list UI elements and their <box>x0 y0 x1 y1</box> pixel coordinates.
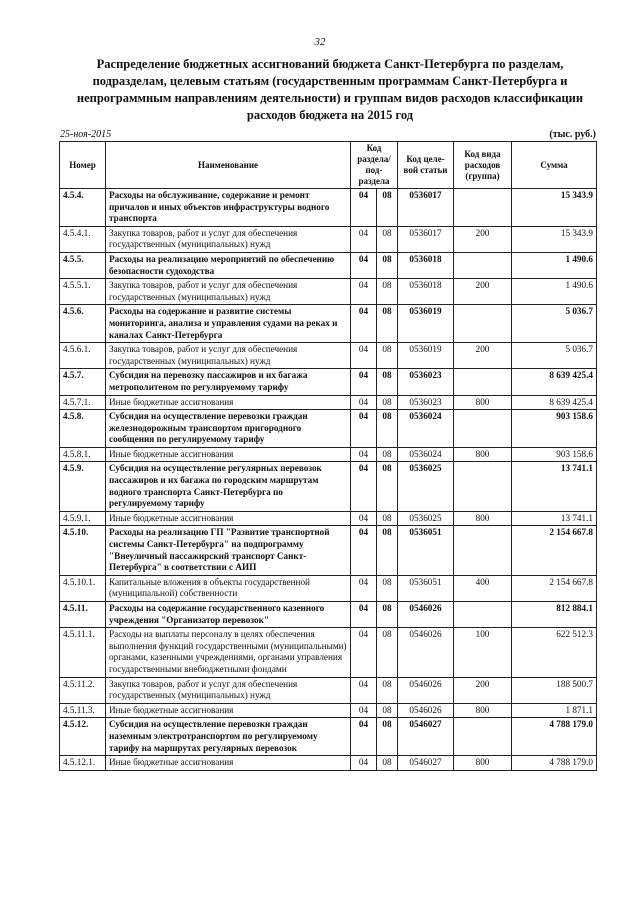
row-kind-code <box>454 369 512 395</box>
row-number: 4.5.4.1. <box>60 226 106 252</box>
row-name: Иные бюджетные ассигнования <box>106 447 351 462</box>
row-number: 4.5.6. <box>60 305 106 343</box>
row-number: 4.5.6.1. <box>60 343 106 369</box>
row-section-code: 04 <box>351 252 377 278</box>
row-section-code: 04 <box>351 343 377 369</box>
table-row <box>60 447 597 462</box>
row-subsection-code: 08 <box>377 703 398 718</box>
row-subsection-code: 08 <box>377 369 398 395</box>
row-name: Расходы на содержание и развитие системы мониторинга, анализа и управления судами на реках и каналах Санкт-Петербурга <box>106 305 351 343</box>
page-number: 32 <box>314 36 326 48</box>
row-article-code: 0546027 <box>398 756 454 771</box>
row-name: Субсидия на осуществление перевозки граждан железнодорожным транспортом пригородного сообщения по регулируемому тарифу <box>106 410 351 448</box>
row-number: 4.5.11.2. <box>60 677 106 703</box>
row-section-code: 04 <box>351 677 377 703</box>
row-number: 4.5.7. <box>60 369 106 395</box>
row-subsection-code: 08 <box>377 526 398 575</box>
row-number: 4.5.4. <box>60 189 106 227</box>
row-kind-code: 200 <box>454 343 512 369</box>
row-number: 4.5.11. <box>60 602 106 628</box>
row-subsection-code: 08 <box>377 677 398 703</box>
row-kind-code: 200 <box>454 279 512 305</box>
table-row <box>60 226 597 252</box>
table-row <box>60 410 597 448</box>
row-section-code: 04 <box>351 305 377 343</box>
row-name: Субсидия на осуществление регулярных перевозок пассажиров и их багажа по городским маршрутам водного транспорта Санкт-Петербурга по регулируемому тарифу <box>106 462 351 511</box>
col-section-header: Код раздела/ под- раздела <box>351 142 398 189</box>
table-row <box>60 526 597 575</box>
table-row <box>60 575 597 601</box>
col-kind-header: Код вида расходов (группа) <box>454 142 512 189</box>
row-sum: 4 788 179.0 <box>512 756 597 771</box>
row-name: Иные бюджетные ассигнования <box>106 395 351 410</box>
row-section-code: 04 <box>351 602 377 628</box>
table-body <box>60 189 597 771</box>
row-subsection-code: 08 <box>377 628 398 677</box>
col-name-header: Наименование <box>106 142 351 189</box>
row-name: Закупка товаров, работ и услуг для обеспечения государственных (муниципальных) нужд <box>106 226 351 252</box>
row-sum: 4 788 179.0 <box>512 718 597 756</box>
row-sum: 15 343.9 <box>512 189 597 227</box>
row-kind-code <box>454 602 512 628</box>
row-section-code: 04 <box>351 410 377 448</box>
row-kind-code <box>454 189 512 227</box>
row-sum: 8 639 425.4 <box>512 395 597 410</box>
row-sum: 2 154 667.8 <box>512 526 597 575</box>
row-article-code: 0536023 <box>398 369 454 395</box>
row-name: Иные бюджетные ассигнования <box>106 756 351 771</box>
col-number-header: Номер <box>60 142 106 189</box>
row-name: Расходы на выплаты персоналу в целях обеспечения выполнения функций государственными (муниципальными) органами, казенными учреждениями, органами управления государственными внебюджетными фондами <box>106 628 351 677</box>
row-name: Иные бюджетные ассигнования <box>106 511 351 526</box>
row-name: Расходы на обслуживание, содержание и ремонт причалов и иных объектов инфраструктуры водного транспорта <box>106 189 351 227</box>
row-number: 4.5.10.1. <box>60 575 106 601</box>
row-article-code: 0536018 <box>398 279 454 305</box>
row-section-code: 04 <box>351 189 377 227</box>
row-section-code: 04 <box>351 511 377 526</box>
row-subsection-code: 08 <box>377 575 398 601</box>
row-name: Расходы на реализацию ГП "Развитие транспортной системы Санкт-Петербурга" на подпрограмму "Внеуличный пассажирский транспорт Санкт-Петербурга" в соответствии с АИП <box>106 526 351 575</box>
row-number: 4.5.8.1. <box>60 447 106 462</box>
table-row <box>60 343 597 369</box>
row-kind-code <box>454 462 512 511</box>
row-subsection-code: 08 <box>377 410 398 448</box>
row-sum: 903 158.6 <box>512 447 597 462</box>
row-kind-code: 800 <box>454 703 512 718</box>
row-name: Расходы на содержание государственного казенного учреждения "Организатор перевозок" <box>106 602 351 628</box>
table-row <box>60 252 597 278</box>
row-name: Закупка товаров, работ и услуг для обеспечения государственных (муниципальных) нужд <box>106 279 351 305</box>
row-sum: 15 343.9 <box>512 226 597 252</box>
row-section-code: 04 <box>351 628 377 677</box>
row-subsection-code: 08 <box>377 718 398 756</box>
row-number: 4.5.11.1. <box>60 628 106 677</box>
row-article-code: 0536051 <box>398 575 454 601</box>
table-header-row <box>60 142 597 189</box>
row-name: Закупка товаров, работ и услуг для обеспечения государственных (муниципальных) нужд <box>106 343 351 369</box>
table-row <box>60 628 597 677</box>
row-article-code: 0546027 <box>398 718 454 756</box>
document-title: Распределение бюджетных ассигнований бюджета Санкт-Петербурга по разделам, подразделам, целевым статьям (государственным программам Санкт-Петербурга и непрограммным направлениям деятельности) и группам видов расходов классификации расходов бюджета на 2015 год <box>76 57 584 122</box>
row-number: 4.5.12.1. <box>60 756 106 771</box>
row-section-code: 04 <box>351 756 377 771</box>
row-article-code: 0536017 <box>398 189 454 227</box>
row-name: Субсидия на перевозку пассажиров и их багажа метрополитеном по регулируемому тарифу <box>106 369 351 395</box>
table-row <box>60 305 597 343</box>
row-subsection-code: 08 <box>377 756 398 771</box>
row-name: Капитальные вложения в объекты государственной (муниципальной) собственности <box>106 575 351 601</box>
row-number: 4.5.12. <box>60 718 106 756</box>
row-sum: 1 871.1 <box>512 703 597 718</box>
units-label: (тыс. руб.) <box>549 129 596 140</box>
row-article-code: 0546026 <box>398 703 454 718</box>
row-sum: 5 036.7 <box>512 343 597 369</box>
row-article-code: 0536024 <box>398 410 454 448</box>
row-name: Закупка товаров, работ и услуг для обеспечения государственных (муниципальных) нужд <box>106 677 351 703</box>
row-article-code: 0536017 <box>398 226 454 252</box>
table-row <box>60 756 597 771</box>
row-section-code: 04 <box>351 279 377 305</box>
row-kind-code: 200 <box>454 226 512 252</box>
col-sum-header: Сумма <box>512 142 597 189</box>
row-article-code: 0536019 <box>398 305 454 343</box>
row-number: 4.5.9. <box>60 462 106 511</box>
row-subsection-code: 08 <box>377 511 398 526</box>
row-kind-code <box>454 305 512 343</box>
row-section-code: 04 <box>351 703 377 718</box>
row-article-code: 0546026 <box>398 677 454 703</box>
row-kind-code: 100 <box>454 628 512 677</box>
row-name: Расходы на реализацию мероприятий по обеспечению безопасности судоходства <box>106 252 351 278</box>
row-subsection-code: 08 <box>377 305 398 343</box>
row-sum: 188 500.7 <box>512 677 597 703</box>
row-kind-code <box>454 410 512 448</box>
row-subsection-code: 08 <box>377 226 398 252</box>
row-number: 4.5.5.1. <box>60 279 106 305</box>
row-sum: 8 639 425.4 <box>512 369 597 395</box>
row-name: Субсидия на осуществление перевозки граждан наземным электротранспортом по регулируемому тарифу на маршрутах регулярных перевозок <box>106 718 351 756</box>
table-row <box>60 511 597 526</box>
table-row <box>60 189 597 227</box>
row-article-code: 0546026 <box>398 602 454 628</box>
row-kind-code: 800 <box>454 511 512 526</box>
row-section-code: 04 <box>351 226 377 252</box>
table-row <box>60 677 597 703</box>
row-sum: 2 154 667.8 <box>512 575 597 601</box>
row-subsection-code: 08 <box>377 252 398 278</box>
row-kind-code: 800 <box>454 395 512 410</box>
row-kind-code <box>454 526 512 575</box>
table-row <box>60 602 597 628</box>
table-row <box>60 395 597 410</box>
row-article-code: 0536018 <box>398 252 454 278</box>
row-sum: 622 512.3 <box>512 628 597 677</box>
table-row <box>60 718 597 756</box>
row-kind-code: 400 <box>454 575 512 601</box>
row-sum: 5 036.7 <box>512 305 597 343</box>
table-row <box>60 462 597 511</box>
row-section-code: 04 <box>351 447 377 462</box>
row-subsection-code: 08 <box>377 343 398 369</box>
table-row <box>60 369 597 395</box>
row-article-code: 0536025 <box>398 511 454 526</box>
row-kind-code: 200 <box>454 677 512 703</box>
row-article-code: 0536025 <box>398 462 454 511</box>
row-sum: 13 741.1 <box>512 511 597 526</box>
row-article-code: 0536051 <box>398 526 454 575</box>
row-subsection-code: 08 <box>377 189 398 227</box>
row-number: 4.5.11.3. <box>60 703 106 718</box>
row-subsection-code: 08 <box>377 602 398 628</box>
table-row <box>60 703 597 718</box>
row-sum: 1 490.6 <box>512 279 597 305</box>
row-kind-code: 800 <box>454 756 512 771</box>
row-subsection-code: 08 <box>377 447 398 462</box>
row-section-code: 04 <box>351 575 377 601</box>
row-sum: 903 158.6 <box>512 410 597 448</box>
row-article-code: 0536024 <box>398 447 454 462</box>
row-number: 4.5.8. <box>60 410 106 448</box>
row-subsection-code: 08 <box>377 279 398 305</box>
row-number: 4.5.10. <box>60 526 106 575</box>
budget-table <box>59 141 597 771</box>
row-kind-code <box>454 252 512 278</box>
row-sum: 13 741.1 <box>512 462 597 511</box>
table-row <box>60 279 597 305</box>
row-subsection-code: 08 <box>377 395 398 410</box>
row-section-code: 04 <box>351 369 377 395</box>
document-date: 25-ноя-2015 <box>60 129 112 140</box>
col-article-header: Код целе- вой статьи <box>398 142 454 189</box>
row-section-code: 04 <box>351 718 377 756</box>
row-sum: 1 490.6 <box>512 252 597 278</box>
row-kind-code <box>454 718 512 756</box>
row-number: 4.5.9.1. <box>60 511 106 526</box>
row-article-code: 0536019 <box>398 343 454 369</box>
row-section-code: 04 <box>351 462 377 511</box>
row-section-code: 04 <box>351 395 377 410</box>
row-section-code: 04 <box>351 526 377 575</box>
row-article-code: 0546026 <box>398 628 454 677</box>
row-name: Иные бюджетные ассигнования <box>106 703 351 718</box>
row-article-code: 0536023 <box>398 395 454 410</box>
row-kind-code: 800 <box>454 447 512 462</box>
row-number: 4.5.5. <box>60 252 106 278</box>
row-number: 4.5.7.1. <box>60 395 106 410</box>
row-sum: 812 884.1 <box>512 602 597 628</box>
row-subsection-code: 08 <box>377 462 398 511</box>
